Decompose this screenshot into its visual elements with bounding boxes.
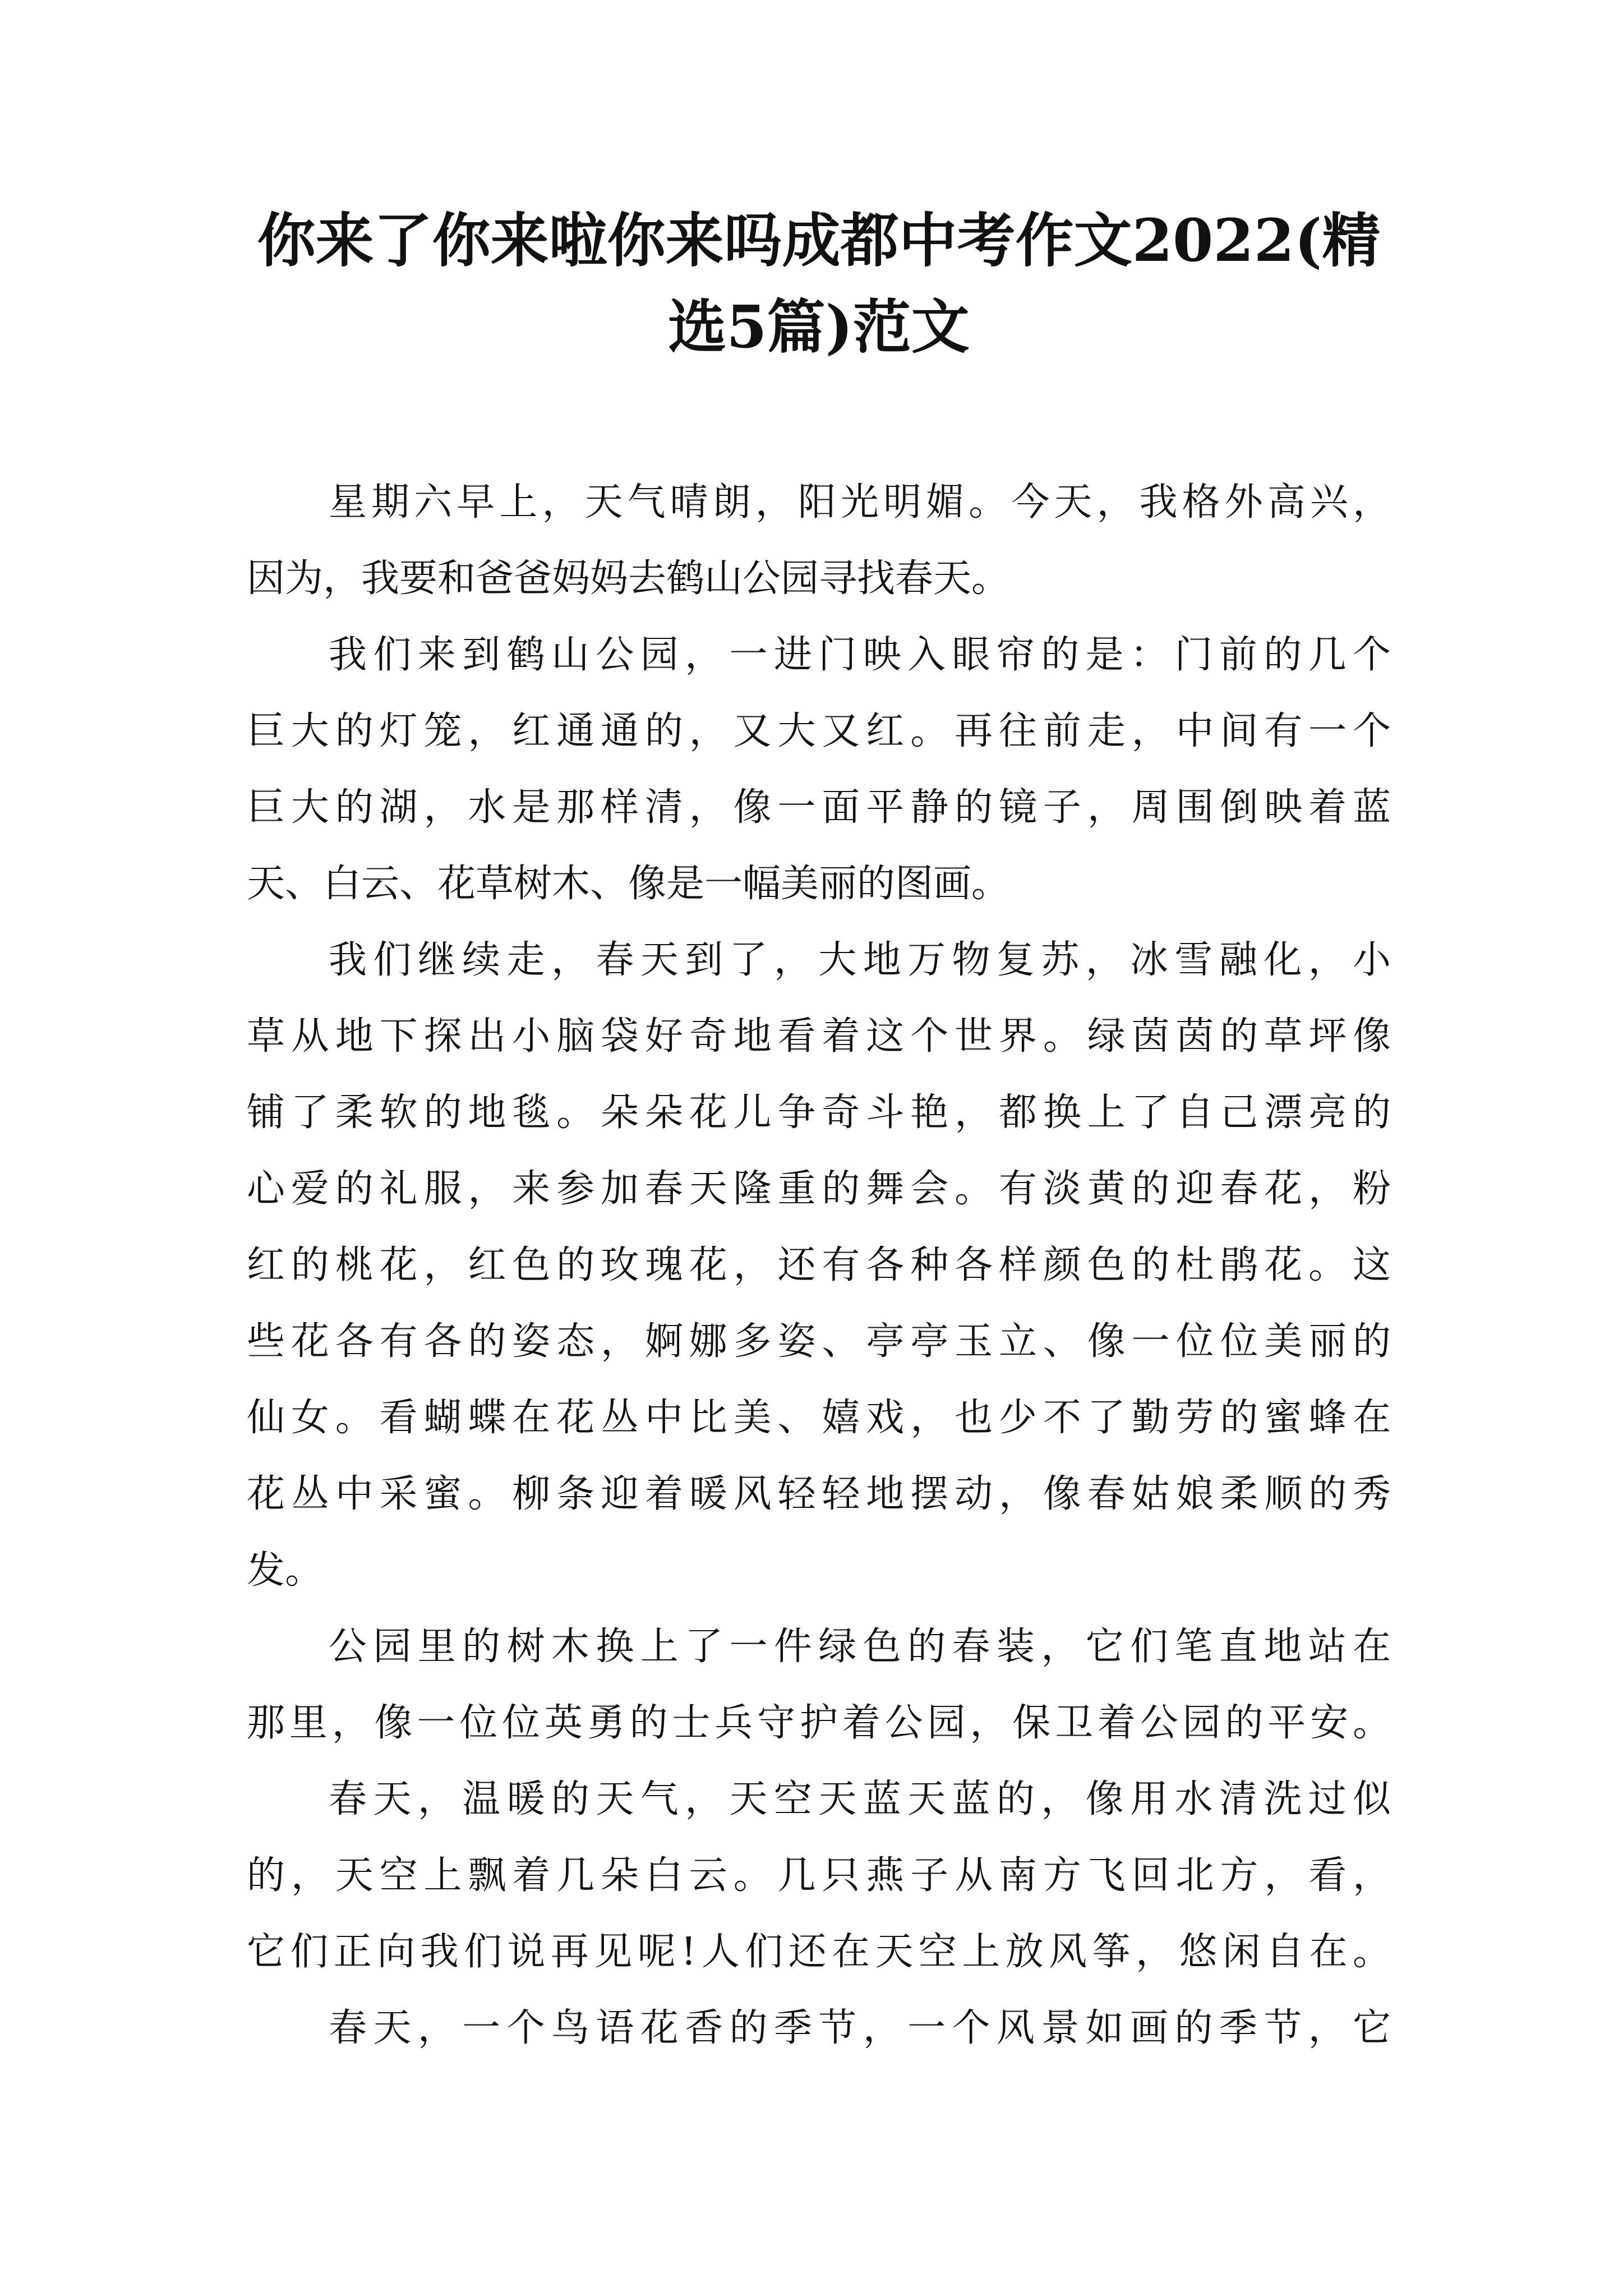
text-line: 心爱的礼服，来参加春天隆重的舞会。有淡黄的迎春花，粉 [247, 1167, 1391, 1211]
paragraph-1 [247, 464, 1391, 617]
text-line: 我们继续走，春天到了，大地万物复苏，冰雪融化，小 [329, 938, 1391, 982]
text-line: 草从地下探出小脑袋好奇地看着这个世界。绿茵茵的草坪像 [247, 1014, 1391, 1059]
text-line: 的，天空上飘着几朵白云。几只燕子从南方飞回北方，看， [247, 1853, 1391, 1898]
text-line: 花丛中采蜜。柳条迎着暖风轻轻地摆动，像春姑娘柔顺的秀 [247, 1472, 1391, 1516]
text-line: 春天，温暖的天气，天空天蓝天蓝的，像用水清洗过似 [329, 1777, 1391, 1821]
text-line: 春天，一个鸟语花香的季节，一个风景如画的季节，它 [329, 2006, 1391, 2050]
text-line: 天、白云、花草树木、像是一幅美丽的图画。 [247, 862, 1010, 906]
text-line: 公园里的树木换上了一件绿色的春装，它们笔直地站在 [329, 1625, 1391, 1669]
text-line: 铺了柔软的地毯。朵朵花儿争奇斗艳，都换上了自己漂亮的 [247, 1091, 1391, 1135]
paragraph-5 [247, 1761, 1391, 1990]
text-line: 因为，我要和爸爸妈妈去鹤山公园寻找春天。 [247, 556, 1010, 601]
paragraph-2 [247, 617, 1391, 922]
text-line: 那里，像一位位英勇的士兵守护着公园，保卫着公园的平安。 [247, 1701, 1391, 1745]
text-line: 星期六早上，天气晴朗，阳光明媚。今天，我格外高兴， [329, 480, 1391, 524]
paragraph-6 [247, 1990, 1391, 2067]
text-line: 巨大的湖，水是那样清，像一面平静的镜子，周围倒映着蓝 [247, 785, 1391, 830]
paragraph-4 [247, 1609, 1391, 1761]
article-body [247, 464, 1391, 2067]
text-line: 巨大的灯笼，红通通的，又大又红。再往前走，中间有一个 [247, 709, 1391, 753]
text-line: 仙女。看蝴蝶在花丛中比美、嬉戏，也少不了勤劳的蜜蜂在 [247, 1396, 1391, 1440]
text-line: 些花各有各的姿态，婀娜多姿、亭亭玉立、像一位位美丽的 [247, 1319, 1391, 1364]
text-line: 发。 [247, 1548, 324, 1593]
page-title [247, 197, 1391, 370]
text-line: 它们正向我们说再见呢!人们还在天空上放风筝，悠闲自在。 [247, 1930, 1391, 1974]
title-line-1: 你来了你来啦你来吗成都中考作文2022(精 [257, 206, 1381, 275]
text-line: 我们来到鹤山公园，一进门映入眼帘的是：门前的几个 [329, 633, 1391, 677]
paragraph-3 [247, 922, 1391, 1609]
text-line: 红的桃花，红色的玫瑰花，还有各种各样颜色的杜鹃花。这 [247, 1243, 1391, 1287]
title-line-2: 选5篇)范文 [668, 292, 970, 361]
